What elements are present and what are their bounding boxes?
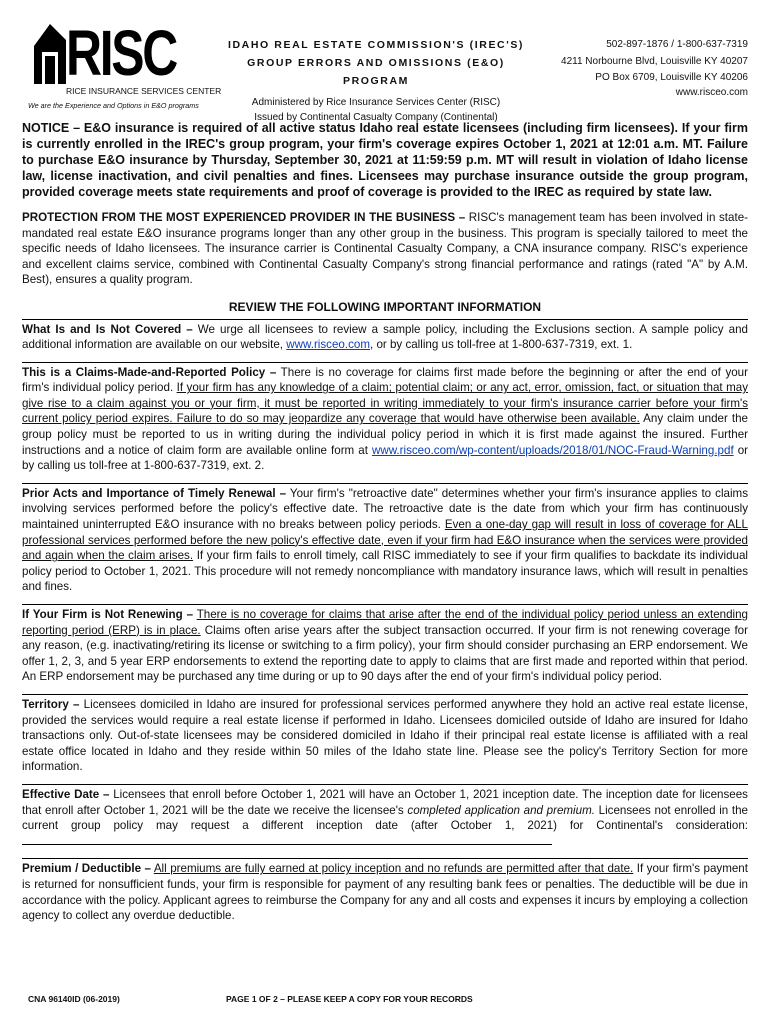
header-admin-line: Administered by Rice Insurance Services Center (RISC) xyxy=(251,97,501,108)
section-underlined-text: There is no coverage for claims that arise after the end of the individual policy period unless an extending reporting period (ERP) is in place. xyxy=(22,608,749,637)
section-text: If your firm fails to enroll timely, call RISC immediately to see if your firm qualifies to backdate its individual policy period to October 1, 2021. This procedure will not remedy noncompliance with mandatory insurance laws, which will result in penalties and fines. xyxy=(22,549,748,594)
logo-wordmark: RISC xyxy=(66,17,176,89)
page-number: PAGE 1 OF 2 – PLEASE KEEP A COPY FOR YOUR RECORDS xyxy=(226,994,473,1004)
main-content xyxy=(22,120,748,928)
section-prior-acts xyxy=(22,484,748,599)
section-label: Prior Acts and Importance of Timely Renewal – xyxy=(22,486,287,500)
header-address1: 4211 Norbourne Blvd, Louisville KY 40207 xyxy=(561,56,748,67)
section-text: , or by calling us toll-free at 1-800-637-7319, ext. 1. xyxy=(370,338,633,352)
section-label: What Is and Is Not Covered – xyxy=(22,322,193,336)
header-title-block xyxy=(218,36,534,125)
header-website[interactable]: www.risceo.com xyxy=(675,87,748,98)
section-text: Any claim under the group policy must be reported to us in writing during the individual policy period in which it is first made against the insured. Further instructions and a notice of claim form are available online form at xyxy=(22,412,748,457)
section-text: There is no coverage for claims first made before the beginning or after the end of your firm's individual policy period. xyxy=(22,365,748,395)
section-territory xyxy=(22,695,748,779)
form-id: CNA 96140ID (06-2019) xyxy=(28,994,120,1004)
section-claims-made xyxy=(22,363,748,478)
section-text: If your firm's payment is returned for nonsufficient funds, your firm is responsible for payment of any resulting bank fees or penalties. The deductible will be due in accordance with the policy. Applicant agrees to reimburse the Company for any and all costs and expenses it incurs by employing a collection agency to collect any overdue deductible. xyxy=(22,862,748,923)
section-label: If Your Firm is Not Renewing – xyxy=(22,608,194,621)
noc-form-link[interactable]: www.risceo.com/wp-content/uploads/2018/01/NOC-Fraud-Warning.pdf xyxy=(371,443,734,457)
section-underlined-text: All premiums are fully earned at policy inception and no refunds are permitted after that date. xyxy=(153,862,634,876)
section-effective-date xyxy=(22,785,748,853)
section-text: Your firm's "retroactive date" determines whether your firm's insurance applies to claims involving services performed before the policy's effective date. The retroactive date is the date from which your firm has continuously maintained uninterrupted E&O insurance with no breaks between policy periods. xyxy=(22,486,748,532)
header-contact-block xyxy=(518,36,748,101)
section-text: We urge all licensees to review a sample policy, including the Exclusions section. A sample policy and additional information are available on our website, xyxy=(22,322,748,352)
section-label: Premium / Deductible – xyxy=(22,862,151,876)
risc-logo xyxy=(28,17,222,114)
section-premium-deductible xyxy=(22,859,748,927)
section-coverage xyxy=(22,320,748,357)
section-label: Territory – xyxy=(22,697,80,711)
section-text: Licensees that enroll before October 1, 2021 will have an October 1, 2021 inception date. The inception date for licensees that enroll after October 1, 2021 will be the date we receive the licensee's xyxy=(22,787,748,817)
section-label: This is a Claims-Made-and-Reported Policy – xyxy=(22,365,277,379)
section-text: or by calling us toll-free at 1-800-637-7319, ext. 2. xyxy=(22,443,749,473)
header-title-line2: GROUP ERRORS AND OMISSIONS (E&O) PROGRAM xyxy=(247,57,505,87)
inception-date-field[interactable] xyxy=(22,834,552,845)
header-title-line1: IDAHO REAL ESTATE COMMISSION'S (IREC'S) xyxy=(227,39,525,51)
review-section-title: REVIEW THE FOLLOWING IMPORTANT INFORMATION xyxy=(228,299,542,314)
protection-label: PROTECTION FROM THE MOST EXPERIENCED PROVIDER IN THE BUSINESS – xyxy=(22,211,466,224)
website-link[interactable]: www.risceo.com xyxy=(286,338,370,352)
section-text: Licensees domiciled in Idaho are insured for professional services performed anywhere they hold an active real estate license, provided the services would require a real estate license if performed in Idaho. Licensees domiciled outside of Idaho are insured for Idaho transactions only. Out-of-state licensees may be considered domiciled in Idaho if their principal real estate license is affiliated with a real estate office located in Idaho and they reside within 50 miles of the Idaho state line. Please see the policy's Territory Section for more information. xyxy=(22,697,748,774)
section-label: Effective Date – xyxy=(22,787,110,801)
section-underlined-text: If your firm has any knowledge of a claim; potential claim; or any act, error, omission, fact, or situation that may give rise to a claim against you or your firm, it must be reported in writing immediately to your firm's insurance carrier before your firm's current policy period expires. Failure to do so may jeopardize any coverage that would have otherwise been available. xyxy=(22,381,748,426)
notice-paragraph: NOTICE – E&O insurance is required of all active status Idaho real estate licensees (including firm licensees). If your firm is currently enrolled in the IREC's group program, your firm's coverage expires October 1, 2021 at 12:01 a.m. MT. Failure to purchase E&O insurance by Thursday, September 30, 2021 at 11:59:59 p.m. MT will result in violation of Idaho license law, license inactivation, and civil penalties and fines. Licensees may purchase insurance outside the group program, provided coverage meets state requirements and proof of coverage is provided to the IREC as required by state law. xyxy=(22,121,748,199)
header-address2: PO Box 6709, Louisville KY 40206 xyxy=(595,71,748,83)
protection-paragraph xyxy=(22,210,748,288)
section-not-renewing xyxy=(22,605,748,689)
logo-tagline: We are the Experience and Options in E&O programs xyxy=(28,101,199,110)
section-underlined-text: Even a one-day gap will result in loss of coverage for ALL professional services performed before the new policy's effective date, even if your firm had E&O insurance when the services were provided and again when the claim arises. xyxy=(22,518,748,563)
section-text: Claims often arise years after the subject transaction occurred. If your firm is not renewing coverage for any reason, (e.g. inactivating/retiring its license or switching to a firm policy), your firm should consider purchasing an ERP endorsement. We offer 1, 2, 3, and 5 year ERP endorsements to extend the reporting date to apply to claims that are first made and reported within that period. An ERP endorsement may be purchased any time during or up to 90 days after the end of your firm's individual policy period. xyxy=(22,623,748,684)
logo-subtitle: RICE INSURANCE SERVICES CENTER xyxy=(66,86,222,96)
header-phone: 502-897-1876 / 1-800-637-7319 xyxy=(606,39,748,50)
section-italic-text: completed application and premium. xyxy=(407,803,595,817)
protection-text: RISC's management team has been involved in state-mandated real estate E&O insurance programs longer than any other group in the business. This program is specially tailored to meet the specific needs of Idaho licensees. The insurance carrier is Continental Casualty Company, a CNA insurance company. RISC's experience and excellent claims service, combined with Continental Casualty Company's strong financial performance and ratings (rated "A" by A.M. Best), ensures a quality program. xyxy=(22,211,749,286)
header-issuer-line: Issued by Continental Casualty Company (Continental) xyxy=(254,112,498,123)
section-text: Licensees not enrolled in the current group policy may request a different inception date (after October 1, 2021) for Continental's consideration: xyxy=(22,803,748,833)
